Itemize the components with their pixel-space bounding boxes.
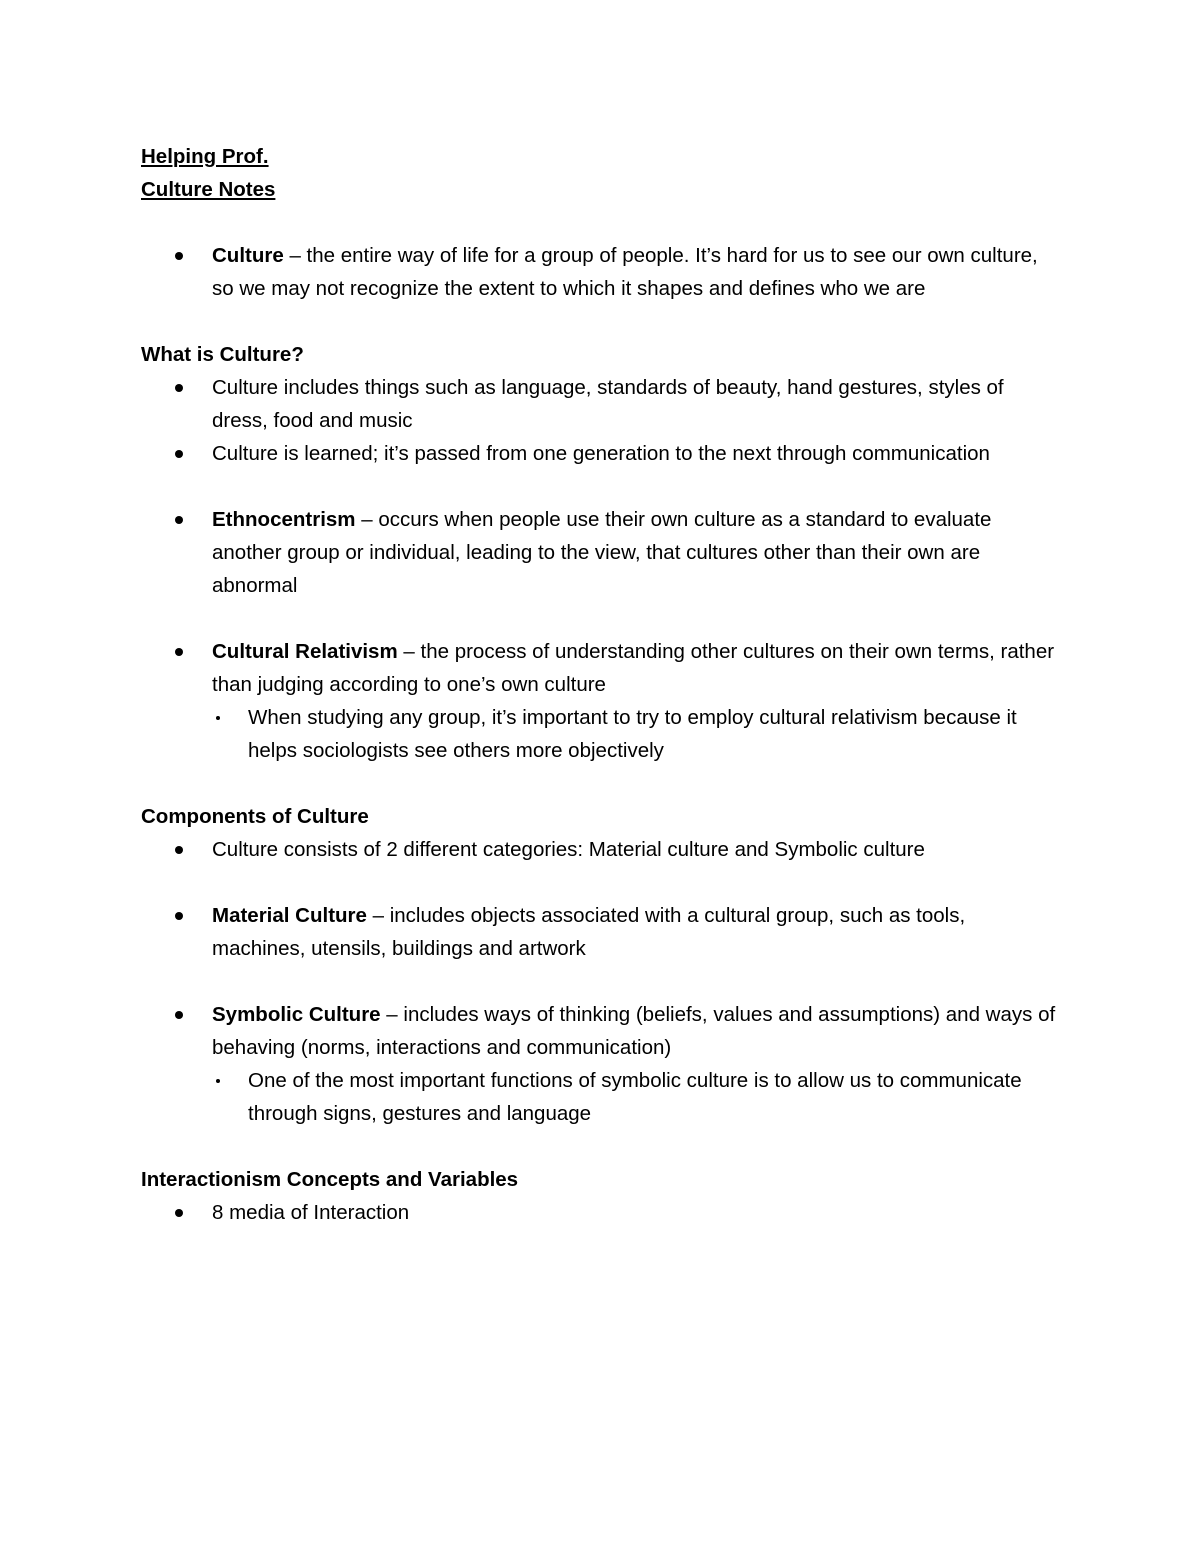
term-material-culture: Material Culture — [212, 904, 367, 927]
list-item: Culture consists of 2 different categories: Material culture and Symbolic culture — [141, 833, 1061, 866]
title-line-1: Helping Prof. — [141, 145, 269, 168]
ethnocentrism-list — [141, 503, 1061, 602]
intro-list — [141, 239, 1061, 305]
document-page — [141, 140, 1061, 1229]
term-symbolic-culture: Symbolic Culture — [212, 1003, 381, 1026]
section-heading-components: Components of Culture — [141, 805, 369, 828]
list-item-symbolic-culture — [141, 998, 1061, 1130]
definition-culture: – the entire way of life for a group of people. It’s hard for us to see our own culture, so we may not recognize the extent to which it shapes and defines who we are — [212, 244, 1038, 300]
relativism-list — [141, 635, 1061, 767]
spacer — [141, 767, 1061, 800]
list-item-ethnocentrism — [141, 503, 1061, 602]
spacer — [141, 965, 1061, 998]
list-item-culture-definition — [141, 239, 1061, 305]
definition-symbolic-culture: – includes ways of thinking (beliefs, values and assumptions) and ways of behaving (norms, interactions and communication) — [212, 1003, 1056, 1059]
list-item: Culture is learned; it’s passed from one generation to the next through communication — [141, 437, 1061, 470]
sub-list-item: When studying any group, it’s important to try to employ cultural relativism because it helps sociologists see others more objectively — [212, 701, 1061, 767]
relativism-sub-list — [212, 701, 1061, 767]
title-line-2: Culture Notes — [141, 178, 276, 201]
term-cultural-relativism: Cultural Relativism — [212, 640, 398, 663]
list-item: 8 media of Interaction — [141, 1196, 1061, 1229]
section-heading-what-is-culture: What is Culture? — [141, 343, 304, 366]
symbolic-list — [141, 998, 1061, 1130]
spacer — [141, 1130, 1061, 1163]
components-list — [141, 833, 1061, 866]
material-list — [141, 899, 1061, 965]
spacer — [141, 602, 1061, 635]
section-heading-interactionism: Interactionism Concepts and Variables — [141, 1168, 519, 1191]
sub-list-item: One of the most important functions of symbolic culture is to allow us to communicate through signs, gestures and language — [212, 1064, 1061, 1130]
symbolic-sub-list — [212, 1064, 1061, 1130]
list-item: Culture includes things such as language, standards of beauty, hand gestures, styles of dress, food and music — [141, 371, 1061, 437]
what-is-culture-list — [141, 371, 1061, 470]
definition-cultural-relativism: – the process of understanding other cultures on their own terms, rather than judging according to one’s own culture — [212, 640, 1055, 696]
definition-material-culture: – includes objects associated with a cultural group, such as tools, machines, utensils, buildings and artwork — [212, 904, 966, 960]
interactionism-list — [141, 1196, 1061, 1229]
spacer — [141, 470, 1061, 503]
list-item-cultural-relativism — [141, 635, 1061, 767]
term-culture: Culture — [212, 244, 284, 267]
list-item-material-culture — [141, 899, 1061, 965]
spacer — [141, 206, 1061, 239]
spacer — [141, 866, 1061, 899]
definition-ethnocentrism: – occurs when people use their own culture as a standard to evaluate another group or individual, leading to the view, that cultures other than their own are abnormal — [212, 508, 992, 597]
spacer — [141, 305, 1061, 338]
term-ethnocentrism: Ethnocentrism — [212, 508, 356, 531]
